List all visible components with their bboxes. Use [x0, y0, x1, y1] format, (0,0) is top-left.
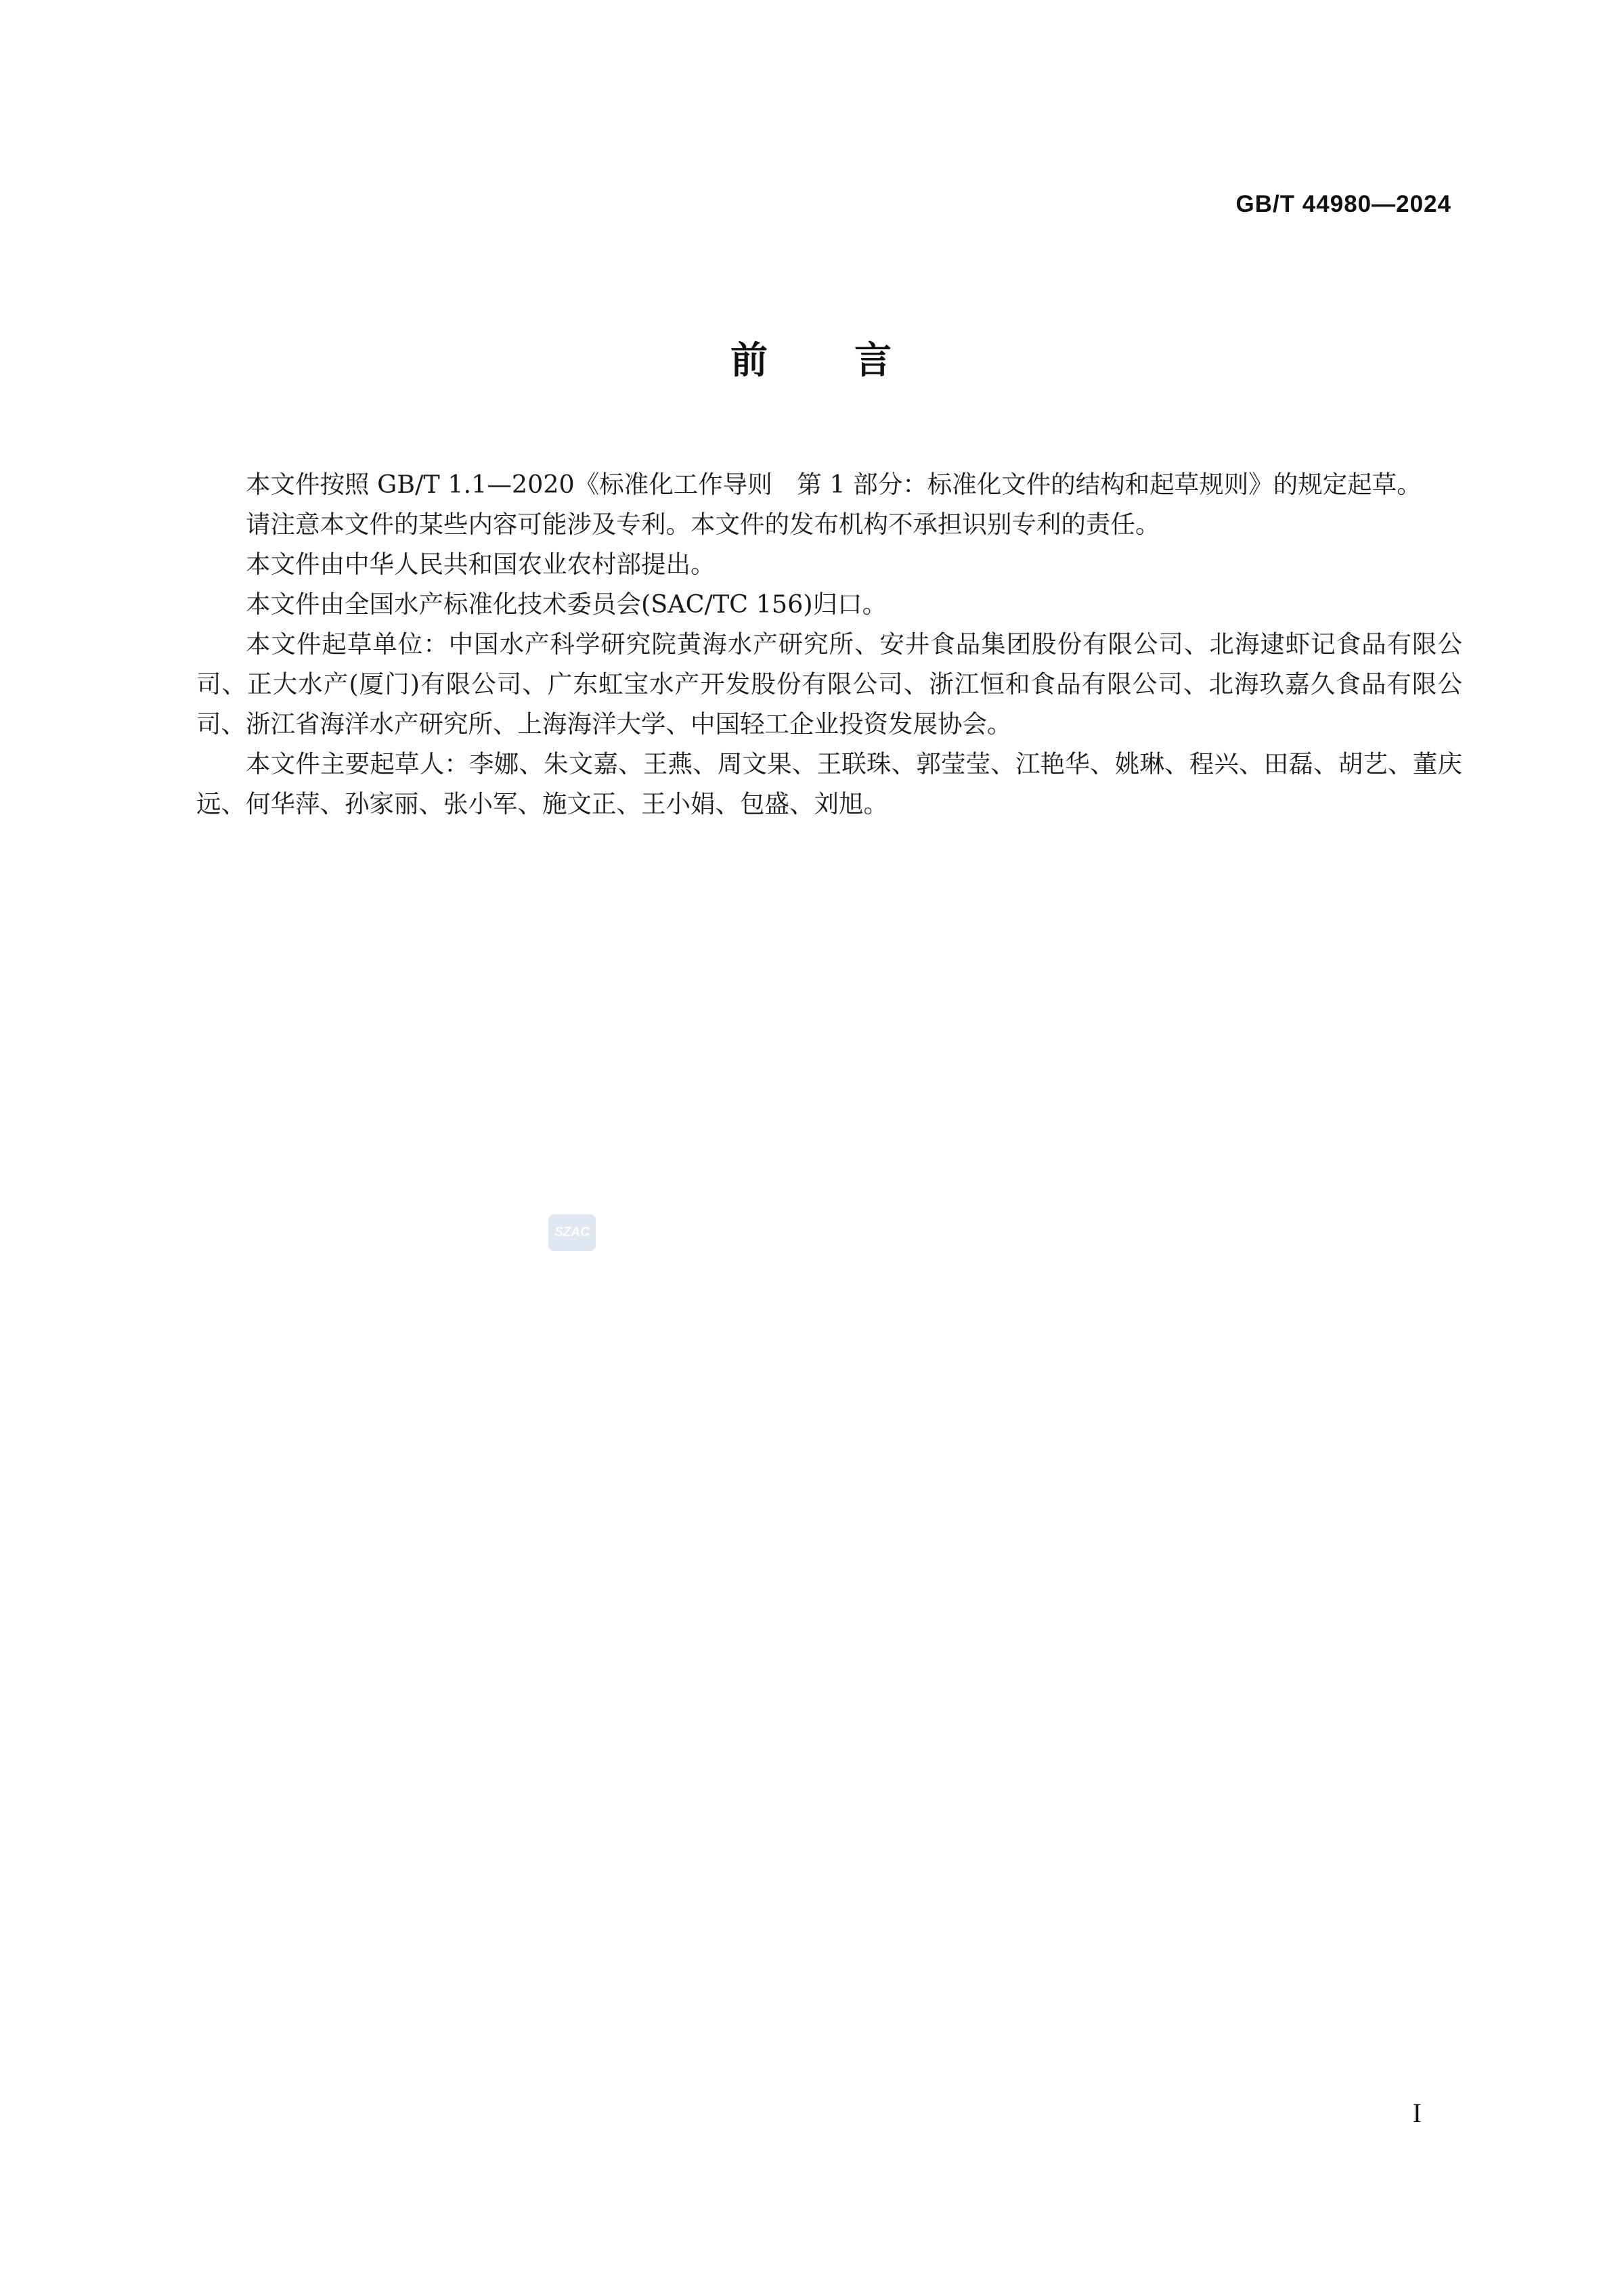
paragraph-drafting-rules: 本文件按照 GB/T 1.1—2020《标准化工作导则 第 1 部分：标准化文件的结构和起草规则》的规定起草。: [246, 470, 1422, 499]
watermark-logo: [548, 1214, 596, 1251]
page-title: 前言: [730, 338, 978, 382]
paragraph-drafting-units: 本文件起草单位：中国水产科学研究院黄海水产研究所、安井食品集团股份有限公司、北海逮虾记食品有限公司、正大水产(厦门)有限公司、广东虹宝水产开发股份有限公司、浙江恒和食品有限公司、北海玖嘉久食品有限公司、浙江省海洋水产研究所、上海海洋大学、中国轻工企业投资发展协会。: [196, 630, 1462, 738]
paragraph-drafters: 本文件主要起草人：李娜、朱文嘉、王燕、周文果、王联珠、郭莹莹、江艳华、姚琳、程兴、田磊、胡艺、董庆远、何华萍、孙家丽、张小军、施文正、王小娟、包盛、刘旭。: [196, 749, 1462, 818]
paragraph-proposer: 本文件由中华人民共和国农业农村部提出。: [246, 550, 716, 579]
document-body: [196, 464, 1462, 824]
page-number: I: [1412, 2098, 1422, 2128]
standard-code: GB/T 44980—2024: [1235, 191, 1451, 217]
watermark-text: SZAC: [554, 1225, 590, 1239]
paragraph-technical-committee: 本文件由全国水产标准化技术委员会(SAC/TC 156)归口。: [246, 590, 887, 619]
paragraph-patent-notice: 请注意本文件的某些内容可能涉及专利。本文件的发布机构不承担识别专利的责任。: [246, 510, 1160, 539]
